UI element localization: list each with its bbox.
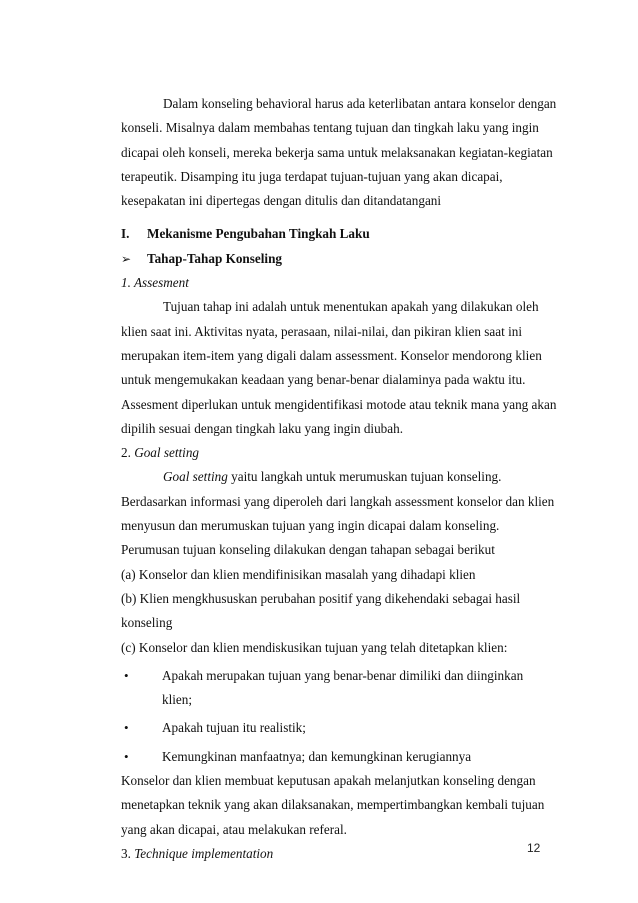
step1-line: klien saat ini. Aktivitas nyata, perasaan, nilai-nilai, dan pikiran klien saat ini xyxy=(121,323,523,339)
subsection-heading xyxy=(121,247,561,271)
closing-line: menetapkan teknik yang akan dilaksanakan, mempertimbangkan kembali tujuan xyxy=(121,797,545,813)
step3-heading xyxy=(121,842,561,866)
step1-line: untuk mengemukakan keadaan yang benar-benar dialaminya pada waktu itu. xyxy=(121,372,526,388)
step2-definition: yaitu langkah untuk merumuskan tujuan konseling. xyxy=(227,469,502,485)
page-content xyxy=(121,92,561,866)
bullet-icon: • xyxy=(124,667,129,683)
bullet-item xyxy=(121,664,561,688)
step2-line: menyusun dan merumuskan tujuan yang ingin dicapai dalam konseling. xyxy=(121,518,500,534)
step2-line: Berdasarkan informasi yang diperoleh dari langkah assessment konselor dan klien xyxy=(121,493,555,509)
step1-line: Tujuan tahap ini adalah untuk menentukan apakah yang dilakukan oleh xyxy=(163,299,539,315)
step2-line: (a) Konselor dan klien mendifinisikan masalah yang dihadapi klien xyxy=(121,566,476,582)
intro-line: Dalam konseling behavioral harus ada keterlibatan antara konselor dengan xyxy=(163,96,557,111)
bullet-icon: • xyxy=(124,720,129,736)
closing-line: yang akan dicapai, atau melakukan referal. xyxy=(121,821,347,837)
intro-line: kesepakatan ini dipertegas dengan ditulis dan ditandatangani xyxy=(121,193,442,209)
intro-line: konseli. Misalnya dalam membahas tentang tujuan dan tingkah laku yang ingin xyxy=(121,120,539,136)
bullet-icon: • xyxy=(124,748,129,764)
bullet-text: Apakah tujuan itu realistik; xyxy=(162,720,306,736)
step2-line: Perumusan tujuan konseling dilakukan dengan tahapan sebagai berikut xyxy=(121,542,495,558)
step2-line: konseling xyxy=(121,615,173,631)
step2-heading xyxy=(121,441,561,465)
bullet-text: Apakah merupakan tujuan yang benar-benar dimiliki dan diinginkan xyxy=(162,667,524,683)
bullet-item xyxy=(121,745,561,769)
step2-line: (c) Konselor dan klien mendiskusikan tujuan yang telah ditetapkan klien: xyxy=(121,639,508,655)
intro-line: terapeutik. Disamping itu juga terdapat tujuan-tujuan yang akan dicapai, xyxy=(121,168,503,184)
page-number: 12 xyxy=(527,841,541,855)
step2-term: Goal setting xyxy=(163,469,228,485)
subsection-title: Tahap-Tahap Konseling xyxy=(147,250,282,266)
section-heading xyxy=(121,222,561,246)
step1-title: 1. Assesment xyxy=(121,275,189,291)
step2-title: Goal setting xyxy=(134,445,200,461)
arrow-bullet-icon: ➢ xyxy=(121,251,132,266)
bullet-text: Kemungkinan manfaatnya; dan kemungkinan kerugiannya xyxy=(162,748,472,764)
step2-line: (b) Klien mengkhususkan perubahan positif yang dikehendaki sebagai hasil xyxy=(121,590,521,606)
step3-title: Technique implementation xyxy=(134,845,274,861)
closing-line: Konselor dan klien membuat keputusan apakah melanjutkan konseling dengan xyxy=(121,773,536,789)
section-title: Mekanisme Pengubahan Tingkah Laku xyxy=(147,226,370,242)
step3-number: 3. xyxy=(121,845,135,861)
step2-first-line xyxy=(121,465,561,489)
step1-line: merupakan item-item yang digali dalam assessment. Konselor mendorong klien xyxy=(121,347,542,363)
bullet-item xyxy=(121,716,561,740)
bullet-continuation: klien; xyxy=(162,692,193,708)
step2-number: 2. xyxy=(121,445,135,461)
intro-line: dicapai oleh konseli, mereka bekerja sama untuk melaksanakan kegiatan-kegiatan xyxy=(121,144,553,160)
section-number: I. xyxy=(121,226,130,242)
step1-line: Assesment diperlukan untuk mengidentifikasi motode atau teknik mana yang akan xyxy=(121,396,557,412)
step1-line: dipilih sesuai dengan tingkah laku yang ingin diubah. xyxy=(121,420,404,436)
